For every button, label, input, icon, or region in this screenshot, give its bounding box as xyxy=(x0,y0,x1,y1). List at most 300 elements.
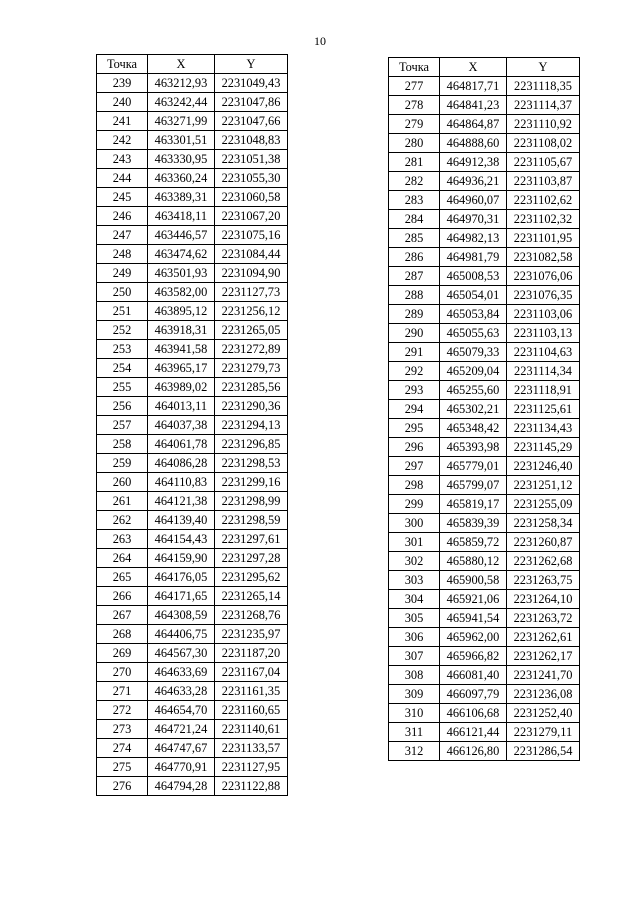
cell-y: 2231262,68 xyxy=(507,552,580,571)
cell-point: 296 xyxy=(389,438,440,457)
cell-x: 465921,06 xyxy=(440,590,507,609)
cell-x: 464770,91 xyxy=(148,758,215,777)
table-row xyxy=(97,245,288,264)
table-row xyxy=(97,473,288,492)
cell-point: 293 xyxy=(389,381,440,400)
table-row xyxy=(97,150,288,169)
cell-x: 464308,59 xyxy=(148,606,215,625)
table-row xyxy=(389,115,580,134)
cell-x: 464121,38 xyxy=(148,492,215,511)
cell-y: 2231241,70 xyxy=(507,666,580,685)
cell-point: 297 xyxy=(389,457,440,476)
cell-y: 2231161,35 xyxy=(215,682,288,701)
cell-y: 2231298,59 xyxy=(215,511,288,530)
table-body-right xyxy=(389,77,580,761)
table-row xyxy=(389,267,580,286)
cell-point: 248 xyxy=(97,245,148,264)
cell-point: 312 xyxy=(389,742,440,761)
cell-x: 465799,07 xyxy=(440,476,507,495)
cell-point: 267 xyxy=(97,606,148,625)
cell-point: 244 xyxy=(97,169,148,188)
cell-x: 463271,99 xyxy=(148,112,215,131)
cell-x: 464176,05 xyxy=(148,568,215,587)
cell-x: 466097,79 xyxy=(440,685,507,704)
cell-x: 464013,11 xyxy=(148,397,215,416)
cell-y: 2231075,16 xyxy=(215,226,288,245)
cell-y: 2231127,95 xyxy=(215,758,288,777)
cell-x: 464981,79 xyxy=(440,248,507,267)
cell-y: 2231114,34 xyxy=(507,362,580,381)
cell-y: 2231160,65 xyxy=(215,701,288,720)
cell-x: 465962,00 xyxy=(440,628,507,647)
cell-y: 2231265,14 xyxy=(215,587,288,606)
cell-x: 463941,58 xyxy=(148,340,215,359)
table-row xyxy=(389,248,580,267)
table-row xyxy=(97,112,288,131)
cell-y: 2231167,04 xyxy=(215,663,288,682)
table-row xyxy=(97,701,288,720)
table-row xyxy=(97,644,288,663)
table-row xyxy=(389,324,580,343)
table-row xyxy=(389,533,580,552)
cell-x: 464633,69 xyxy=(148,663,215,682)
cell-y: 2231251,12 xyxy=(507,476,580,495)
cell-point: 303 xyxy=(389,571,440,590)
table-row xyxy=(97,739,288,758)
cell-x: 465819,17 xyxy=(440,495,507,514)
cell-point: 253 xyxy=(97,340,148,359)
cell-point: 301 xyxy=(389,533,440,552)
table-row xyxy=(389,628,580,647)
page-number: 10 xyxy=(314,34,326,48)
cell-y: 2231236,08 xyxy=(507,685,580,704)
cell-point: 278 xyxy=(389,96,440,115)
table-row xyxy=(389,172,580,191)
cell-y: 2231118,91 xyxy=(507,381,580,400)
cell-point: 247 xyxy=(97,226,148,245)
table-row xyxy=(97,568,288,587)
table-row xyxy=(97,359,288,378)
cell-x: 465941,54 xyxy=(440,609,507,628)
header-y: Y xyxy=(507,58,580,77)
cell-y: 2231246,40 xyxy=(507,457,580,476)
cell-x: 464633,28 xyxy=(148,682,215,701)
cell-point: 300 xyxy=(389,514,440,533)
cell-point: 310 xyxy=(389,704,440,723)
table-row xyxy=(389,229,580,248)
table-row xyxy=(97,226,288,245)
table-row xyxy=(97,397,288,416)
cell-point: 277 xyxy=(389,77,440,96)
cell-x: 464567,30 xyxy=(148,644,215,663)
table-row xyxy=(97,454,288,473)
cell-x: 463242,44 xyxy=(148,93,215,112)
cell-point: 265 xyxy=(97,568,148,587)
table-row xyxy=(389,476,580,495)
cell-x: 463389,31 xyxy=(148,188,215,207)
cell-point: 292 xyxy=(389,362,440,381)
cell-point: 294 xyxy=(389,400,440,419)
table-row xyxy=(97,492,288,511)
cell-y: 2231279,11 xyxy=(507,723,580,742)
cell-point: 287 xyxy=(389,267,440,286)
table-row xyxy=(389,362,580,381)
cell-y: 2231294,13 xyxy=(215,416,288,435)
cell-y: 2231133,57 xyxy=(215,739,288,758)
cell-point: 291 xyxy=(389,343,440,362)
cell-point: 266 xyxy=(97,587,148,606)
coordinates-table-left xyxy=(96,54,288,796)
cell-y: 2231110,92 xyxy=(507,115,580,134)
header-point: Точка xyxy=(97,55,148,74)
cell-x: 465839,39 xyxy=(440,514,507,533)
cell-point: 302 xyxy=(389,552,440,571)
table-row xyxy=(97,625,288,644)
cell-point: 264 xyxy=(97,549,148,568)
table-row xyxy=(97,587,288,606)
cell-y: 2231127,73 xyxy=(215,283,288,302)
cell-point: 246 xyxy=(97,207,148,226)
table-row xyxy=(389,381,580,400)
table-row xyxy=(97,283,288,302)
cell-x: 464912,38 xyxy=(440,153,507,172)
cell-y: 2231055,30 xyxy=(215,169,288,188)
cell-x: 466081,40 xyxy=(440,666,507,685)
cell-point: 289 xyxy=(389,305,440,324)
cell-y: 2231262,17 xyxy=(507,647,580,666)
table-row xyxy=(97,340,288,359)
cell-y: 2231134,43 xyxy=(507,419,580,438)
cell-y: 2231272,89 xyxy=(215,340,288,359)
table-row xyxy=(97,131,288,150)
cell-y: 2231103,06 xyxy=(507,305,580,324)
table-row xyxy=(389,685,580,704)
cell-y: 2231262,61 xyxy=(507,628,580,647)
cell-y: 2231187,20 xyxy=(215,644,288,663)
cell-y: 2231125,61 xyxy=(507,400,580,419)
table-row xyxy=(97,169,288,188)
cell-y: 2231105,67 xyxy=(507,153,580,172)
cell-point: 307 xyxy=(389,647,440,666)
table-row xyxy=(389,457,580,476)
cell-x: 464061,78 xyxy=(148,435,215,454)
cell-x: 464406,75 xyxy=(148,625,215,644)
cell-y: 2231084,44 xyxy=(215,245,288,264)
cell-y: 2231104,63 xyxy=(507,343,580,362)
cell-y: 2231049,43 xyxy=(215,74,288,93)
cell-point: 284 xyxy=(389,210,440,229)
table-row xyxy=(97,378,288,397)
table-row xyxy=(97,188,288,207)
table-row xyxy=(389,552,580,571)
cell-y: 2231103,13 xyxy=(507,324,580,343)
cell-x: 463330,95 xyxy=(148,150,215,169)
cell-point: 241 xyxy=(97,112,148,131)
cell-y: 2231252,40 xyxy=(507,704,580,723)
cell-point: 252 xyxy=(97,321,148,340)
table-row xyxy=(389,495,580,514)
cell-y: 2231145,29 xyxy=(507,438,580,457)
table-row xyxy=(97,606,288,625)
cell-y: 2231108,02 xyxy=(507,134,580,153)
cell-x: 464794,28 xyxy=(148,777,215,796)
table-row xyxy=(389,286,580,305)
cell-x: 464139,40 xyxy=(148,511,215,530)
cell-x: 465209,04 xyxy=(440,362,507,381)
cell-point: 239 xyxy=(97,74,148,93)
table-row xyxy=(97,530,288,549)
cell-y: 2231060,58 xyxy=(215,188,288,207)
cell-point: 295 xyxy=(389,419,440,438)
cell-point: 283 xyxy=(389,191,440,210)
cell-x: 466106,68 xyxy=(440,704,507,723)
header-y: Y xyxy=(215,55,288,74)
cell-x: 465055,63 xyxy=(440,324,507,343)
cell-point: 271 xyxy=(97,682,148,701)
cell-x: 464110,83 xyxy=(148,473,215,492)
cell-point: 259 xyxy=(97,454,148,473)
cell-point: 243 xyxy=(97,150,148,169)
table-row xyxy=(97,777,288,796)
cell-x: 465053,84 xyxy=(440,305,507,324)
cell-point: 309 xyxy=(389,685,440,704)
header-x: X xyxy=(440,58,507,77)
header-point: Точка xyxy=(389,58,440,77)
cell-x: 465779,01 xyxy=(440,457,507,476)
cell-point: 268 xyxy=(97,625,148,644)
cell-y: 2231067,20 xyxy=(215,207,288,226)
cell-point: 282 xyxy=(389,172,440,191)
cell-y: 2231279,73 xyxy=(215,359,288,378)
cell-point: 279 xyxy=(389,115,440,134)
cell-x: 463965,17 xyxy=(148,359,215,378)
cell-y: 2231263,75 xyxy=(507,571,580,590)
cell-x: 464817,71 xyxy=(440,77,507,96)
cell-point: 255 xyxy=(97,378,148,397)
cell-x: 466126,80 xyxy=(440,742,507,761)
cell-point: 305 xyxy=(389,609,440,628)
table-row xyxy=(389,134,580,153)
cell-y: 2231263,72 xyxy=(507,609,580,628)
table-row xyxy=(97,682,288,701)
cell-y: 2231140,61 xyxy=(215,720,288,739)
cell-x: 464970,31 xyxy=(440,210,507,229)
cell-x: 464864,87 xyxy=(440,115,507,134)
cell-x: 463446,57 xyxy=(148,226,215,245)
cell-x: 463474,62 xyxy=(148,245,215,264)
cell-y: 2231286,54 xyxy=(507,742,580,761)
cell-point: 288 xyxy=(389,286,440,305)
table-row xyxy=(389,742,580,761)
table-row xyxy=(389,571,580,590)
cell-x: 464159,90 xyxy=(148,549,215,568)
cell-y: 2231082,58 xyxy=(507,248,580,267)
cell-y: 2231048,83 xyxy=(215,131,288,150)
cell-point: 281 xyxy=(389,153,440,172)
cell-x: 464037,38 xyxy=(148,416,215,435)
cell-point: 256 xyxy=(97,397,148,416)
cell-y: 2231235,97 xyxy=(215,625,288,644)
table-row xyxy=(389,191,580,210)
cell-y: 2231290,36 xyxy=(215,397,288,416)
cell-x: 464960,07 xyxy=(440,191,507,210)
cell-x: 463418,11 xyxy=(148,207,215,226)
cell-y: 2231102,62 xyxy=(507,191,580,210)
table-row xyxy=(389,666,580,685)
cell-y: 2231101,95 xyxy=(507,229,580,248)
cell-y: 2231264,10 xyxy=(507,590,580,609)
cell-x: 464171,65 xyxy=(148,587,215,606)
table-header-row xyxy=(97,55,288,74)
cell-y: 2231047,86 xyxy=(215,93,288,112)
cell-point: 298 xyxy=(389,476,440,495)
cell-point: 251 xyxy=(97,302,148,321)
cell-point: 262 xyxy=(97,511,148,530)
cell-x: 464888,60 xyxy=(440,134,507,153)
cell-x: 465966,82 xyxy=(440,647,507,666)
cell-point: 286 xyxy=(389,248,440,267)
table-row xyxy=(97,264,288,283)
table-row xyxy=(97,720,288,739)
table-row xyxy=(389,343,580,362)
cell-point: 258 xyxy=(97,435,148,454)
cell-x: 465859,72 xyxy=(440,533,507,552)
table-row xyxy=(97,511,288,530)
table-row xyxy=(97,549,288,568)
cell-point: 242 xyxy=(97,131,148,150)
cell-y: 2231255,09 xyxy=(507,495,580,514)
cell-y: 2231296,85 xyxy=(215,435,288,454)
table-row xyxy=(97,435,288,454)
cell-point: 299 xyxy=(389,495,440,514)
cell-y: 2231268,76 xyxy=(215,606,288,625)
table-row xyxy=(389,438,580,457)
cell-y: 2231076,35 xyxy=(507,286,580,305)
cell-x: 465393,98 xyxy=(440,438,507,457)
cell-y: 2231118,35 xyxy=(507,77,580,96)
cell-x: 464747,67 xyxy=(148,739,215,758)
cell-point: 263 xyxy=(97,530,148,549)
cell-point: 276 xyxy=(97,777,148,796)
table-row xyxy=(97,74,288,93)
cell-point: 280 xyxy=(389,134,440,153)
table-body-left xyxy=(97,74,288,796)
cell-point: 260 xyxy=(97,473,148,492)
cell-x: 463918,31 xyxy=(148,321,215,340)
cell-point: 275 xyxy=(97,758,148,777)
cell-y: 2231256,12 xyxy=(215,302,288,321)
cell-x: 465008,53 xyxy=(440,267,507,286)
cell-y: 2231260,87 xyxy=(507,533,580,552)
cell-y: 2231114,37 xyxy=(507,96,580,115)
table-row xyxy=(97,416,288,435)
cell-y: 2231297,28 xyxy=(215,549,288,568)
coordinates-table-right xyxy=(388,57,580,761)
cell-x: 463895,12 xyxy=(148,302,215,321)
cell-x: 465900,58 xyxy=(440,571,507,590)
cell-point: 254 xyxy=(97,359,148,378)
cell-x: 465302,21 xyxy=(440,400,507,419)
table-row xyxy=(389,514,580,533)
cell-x: 463301,51 xyxy=(148,131,215,150)
cell-point: 272 xyxy=(97,701,148,720)
table-row xyxy=(97,663,288,682)
cell-y: 2231297,61 xyxy=(215,530,288,549)
table-row xyxy=(389,96,580,115)
cell-x: 465255,60 xyxy=(440,381,507,400)
table-row xyxy=(389,723,580,742)
cell-point: 261 xyxy=(97,492,148,511)
table-row xyxy=(389,400,580,419)
cell-point: 285 xyxy=(389,229,440,248)
cell-y: 2231122,88 xyxy=(215,777,288,796)
cell-x: 463501,93 xyxy=(148,264,215,283)
cell-y: 2231051,38 xyxy=(215,150,288,169)
table-row xyxy=(97,93,288,112)
cell-point: 273 xyxy=(97,720,148,739)
cell-y: 2231258,34 xyxy=(507,514,580,533)
cell-point: 240 xyxy=(97,93,148,112)
cell-y: 2231298,53 xyxy=(215,454,288,473)
table-row xyxy=(389,210,580,229)
cell-x: 465880,12 xyxy=(440,552,507,571)
cell-point: 270 xyxy=(97,663,148,682)
table-row xyxy=(97,758,288,777)
cell-y: 2231299,16 xyxy=(215,473,288,492)
table-header-row xyxy=(389,58,580,77)
cell-y: 2231103,87 xyxy=(507,172,580,191)
table-row xyxy=(389,590,580,609)
cell-y: 2231298,99 xyxy=(215,492,288,511)
cell-x: 465079,33 xyxy=(440,343,507,362)
cell-y: 2231047,66 xyxy=(215,112,288,131)
table-row xyxy=(389,647,580,666)
cell-x: 464936,21 xyxy=(440,172,507,191)
cell-y: 2231102,32 xyxy=(507,210,580,229)
cell-x: 465054,01 xyxy=(440,286,507,305)
table-row xyxy=(389,419,580,438)
cell-y: 2231285,56 xyxy=(215,378,288,397)
cell-point: 249 xyxy=(97,264,148,283)
table-row xyxy=(97,207,288,226)
table-row xyxy=(97,321,288,340)
table-row xyxy=(389,305,580,324)
cell-point: 257 xyxy=(97,416,148,435)
cell-x: 464721,24 xyxy=(148,720,215,739)
cell-point: 306 xyxy=(389,628,440,647)
table-row xyxy=(389,77,580,96)
cell-x: 465348,42 xyxy=(440,419,507,438)
cell-point: 269 xyxy=(97,644,148,663)
cell-y: 2231094,90 xyxy=(215,264,288,283)
cell-x: 464654,70 xyxy=(148,701,215,720)
cell-y: 2231265,05 xyxy=(215,321,288,340)
cell-x: 466121,44 xyxy=(440,723,507,742)
cell-x: 464982,13 xyxy=(440,229,507,248)
table-row xyxy=(389,704,580,723)
cell-point: 250 xyxy=(97,283,148,302)
cell-y: 2231295,62 xyxy=(215,568,288,587)
cell-x: 464086,28 xyxy=(148,454,215,473)
cell-point: 274 xyxy=(97,739,148,758)
cell-point: 290 xyxy=(389,324,440,343)
cell-x: 464841,23 xyxy=(440,96,507,115)
cell-point: 245 xyxy=(97,188,148,207)
cell-point: 311 xyxy=(389,723,440,742)
cell-x: 464154,43 xyxy=(148,530,215,549)
cell-y: 2231076,06 xyxy=(507,267,580,286)
cell-point: 308 xyxy=(389,666,440,685)
